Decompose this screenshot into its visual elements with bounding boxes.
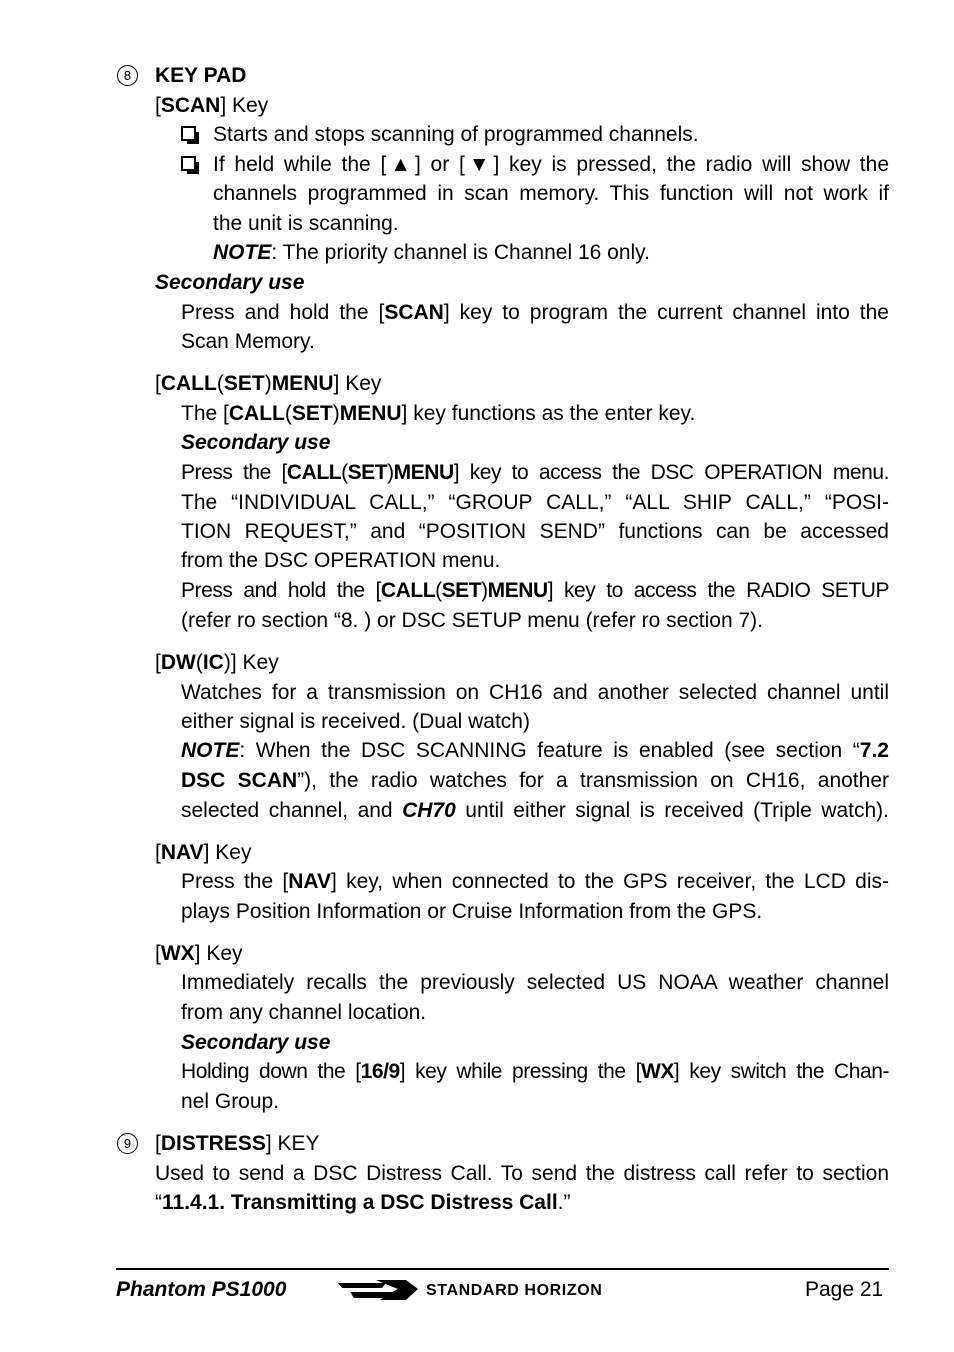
checkbox-bullet-icon [181,126,196,141]
dw-line1: Watches for a transmission on CH16 and another selected channel until [181,681,889,704]
section-title-keypad: KEY PAD [155,64,247,87]
call-secondary-use-heading: Secondary use [181,431,331,454]
dw-note-line1: NOTE: When the DSC SCANNING feature is enabled (see section “7.2 [181,739,889,762]
scan-bullet-2-line3: the unit is scanning. [213,212,399,235]
wx-secondary-use-heading: Secondary use [181,1031,331,1054]
call-key-heading: [CALL(SET)MENU] Key [155,372,382,395]
brand-swoosh-icon [338,1280,418,1300]
distress-line1: Used to send a DSC Distress Call. To send the distress call refer to section [155,1162,889,1185]
section-number-9: 9 [117,1133,138,1154]
section-title-distress: [DISTRESS] KEY [155,1132,320,1155]
section-number-8: 8 [117,65,138,86]
scan-bullet-1: Starts and stops scanning of programmed channels. [213,123,699,146]
up-arrow-icon: ▲ [386,153,415,176]
wx-key-heading: [WX] Key [155,942,243,965]
call-secondary-p2-line1: Press and hold the [CALL(SET)MENU] key to access the RADIO SETUP [181,579,889,602]
nav-key-heading: [NAV] Key [155,841,252,864]
distress-line2: “11.4.1. Transmitting a DSC Distress Call.” [155,1191,571,1214]
dw-note-line3: selected channel, and CH70 until either signal is received (Triple watch). [181,799,890,822]
scan-key-heading: [SCAN] Key [155,94,269,117]
wx-line1: Immediately recalls the previously selected US NOAA weather channel [181,971,889,994]
scan-secondary-line1: Press and hold the [SCAN] key to program the current channel into the [181,301,889,324]
call-secondary-p1-line1: Press the [CALL(SET)MENU] key to access the DSC OPERATION menu. [181,461,889,484]
down-arrow-icon: ▼ [464,153,494,176]
footer-model: Phantom PS1000 [116,1278,287,1301]
scan-secondary-use-heading: Secondary use [155,271,305,294]
wx-secondary-line1: Holding down the [16/9] key while pressing the [WX] key switch the Chan- [181,1060,890,1083]
call-secondary-p1-line4: from the DSC OPERATION menu. [181,549,501,572]
scan-bullet-2-line1: If held while the [▲] or [▼] key is pressed, the radio will show the [213,153,889,176]
call-secondary-p1-line2: The “INDIVIDUAL CALL,” “GROUP CALL,” “ALL SHIP CALL,” “POSI- [181,491,889,514]
dw-line2: either signal is received. (Dual watch) [181,710,530,733]
checkbox-bullet-icon [181,156,196,171]
call-secondary-p1-line3: TION REQUEST,” and “POSITION SEND” functions can be accessed [181,520,889,543]
wx-line2: from any channel location. [181,1001,427,1024]
footer-rule [116,1268,889,1270]
dw-key-heading: [DW(IC)] Key [155,651,279,674]
scan-note: NOTE: The priority channel is Channel 16 only. [213,241,650,264]
scan-bullet-2-line2: channels programmed in scan memory. This function will not work if [213,182,889,205]
wx-secondary-line2: nel Group. [181,1090,280,1113]
dw-note-line2: DSC SCAN”), the radio watches for a transmission on CH16, another [181,769,889,792]
scan-secondary-line2: Scan Memory. [181,330,315,353]
nav-line2: plays Position Information or Cruise Information from the GPS. [181,900,763,923]
footer-brand: STANDARD HORIZON [426,1282,603,1299]
call-description: The [CALL(SET)MENU] key functions as the enter key. [181,402,696,425]
footer-page-number: Page 21 [805,1278,884,1301]
nav-line1: Press the [NAV] key, when connected to the GPS receiver, the LCD dis- [181,870,889,893]
standard-horizon-logo [336,1276,672,1304]
call-secondary-p2-line2: (refer ro section “8. ) or DSC SETUP menu (refer ro section 7). [181,609,763,632]
